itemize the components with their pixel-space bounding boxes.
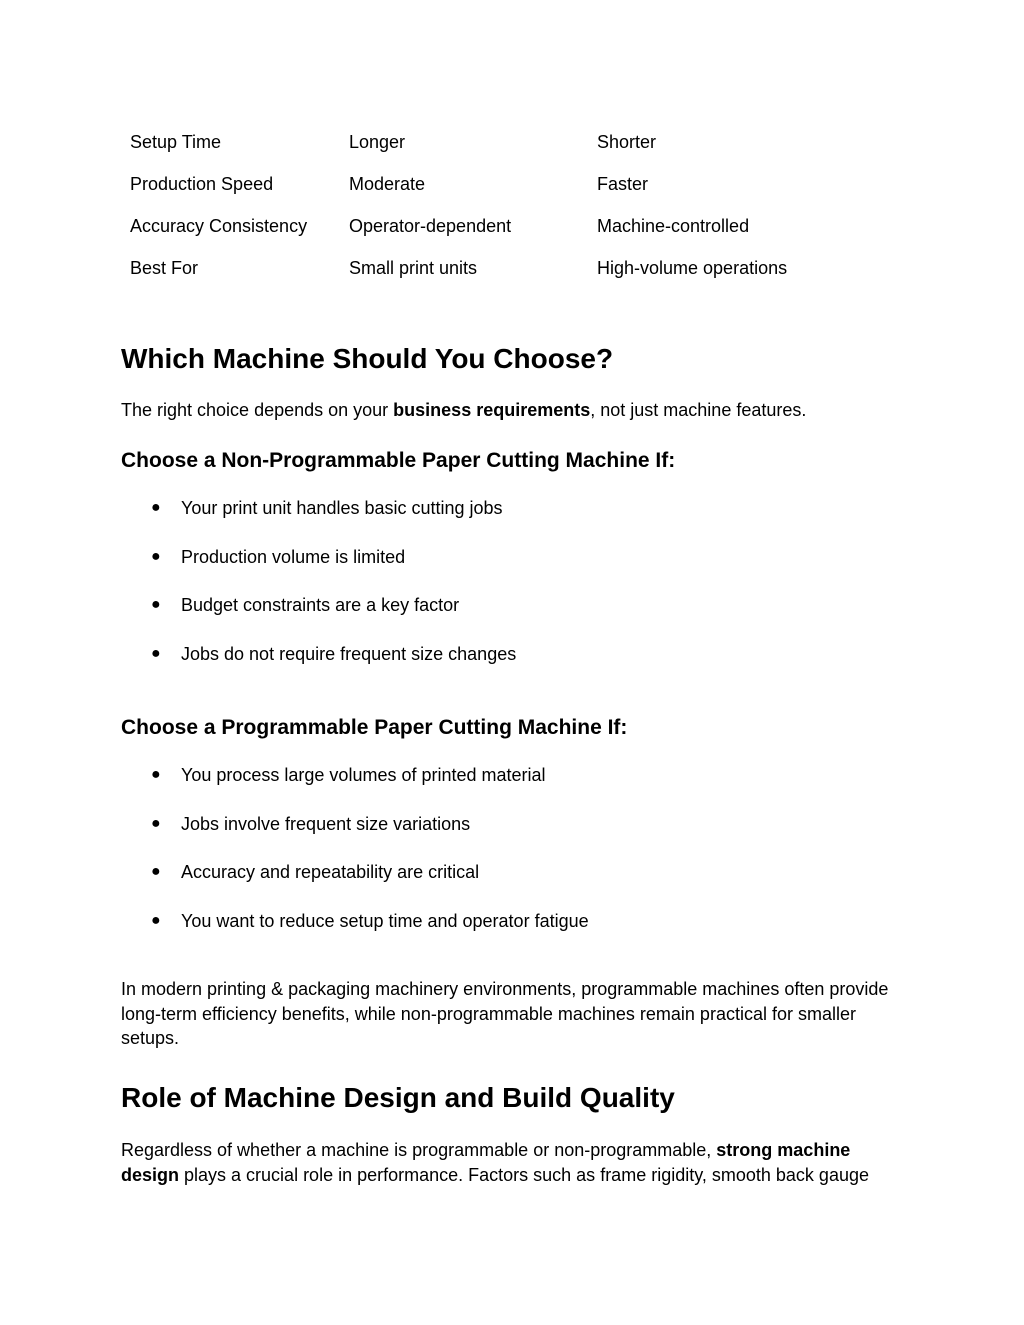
bullet-icon: ● bbox=[151, 814, 161, 832]
table-row bbox=[121, 163, 857, 205]
intro-text: The right choice depends on your bbox=[121, 400, 394, 420]
table-cell: Shorter bbox=[597, 131, 657, 152]
bullet-icon: ● bbox=[151, 645, 161, 663]
intro-text-end: , not just machine features. bbox=[590, 400, 807, 420]
table-cell: Operator-dependent bbox=[349, 215, 512, 236]
table-cell: Machine-controlled bbox=[597, 215, 750, 236]
heading-non-programmable: Choose a Non-Programmable Paper Cutting Machine If: bbox=[121, 449, 676, 472]
table-cell: Faster bbox=[597, 173, 649, 194]
table-row bbox=[121, 205, 857, 247]
list-item-text: Budget constraints are a key factor bbox=[181, 595, 460, 616]
heading-programmable: Choose a Programmable Paper Cutting Machine If: bbox=[121, 716, 628, 739]
table-cell: Setup Time bbox=[130, 131, 222, 152]
table-cell: Accuracy Consistency bbox=[130, 215, 308, 236]
heading-which-machine: Which Machine Should You Choose? bbox=[121, 343, 614, 374]
bullet-icon: ● bbox=[151, 766, 161, 783]
bullet-icon: ● bbox=[151, 596, 161, 614]
list-item-text: Production volume is limited bbox=[181, 546, 406, 567]
list-item-text: Jobs do not require frequent size changes bbox=[181, 644, 517, 665]
list-item-text: You process large volumes of printed material bbox=[181, 765, 546, 785]
list-item-text: Accuracy and repeatability are critical bbox=[181, 862, 480, 883]
design-paragraph bbox=[121, 1138, 901, 1187]
bullet-icon: ● bbox=[151, 547, 161, 565]
table-row bbox=[121, 121, 857, 163]
bullet-icon: ● bbox=[151, 912, 161, 930]
design-bold: strong machine design bbox=[121, 1140, 851, 1185]
conclusion-paragraph: In modern printing & packaging machinery environments, programmable machines often provide long-term efficiency benefits, while non-programmable machines remain practical for smaller setups. bbox=[121, 979, 889, 1048]
design-text-end: plays a crucial role in performance. Factors such as frame rigidity, smooth back gauge bbox=[179, 1164, 869, 1185]
bullet-icon: ● bbox=[151, 863, 161, 881]
list-item-text: Jobs involve frequent size variations bbox=[181, 813, 471, 834]
table-cell: Small print units bbox=[349, 257, 478, 278]
table-cell: Production Speed bbox=[130, 173, 274, 194]
table-cell: Moderate bbox=[349, 173, 426, 194]
intro-paragraph bbox=[121, 398, 901, 423]
table-cell: Best For bbox=[130, 257, 199, 278]
table-cell: High-volume operations bbox=[597, 257, 788, 278]
design-text: Regardless of whether a machine is programmable or non-programmable, bbox=[121, 1140, 717, 1160]
list-item-text: Your print unit handles basic cutting jobs bbox=[181, 498, 503, 518]
comparison-table bbox=[121, 121, 857, 289]
bullet-icon: ● bbox=[151, 499, 161, 516]
heading-design-quality: Role of Machine Design and Build Quality bbox=[121, 1082, 675, 1113]
intro-bold: business requirements bbox=[393, 400, 591, 420]
table-cell: Longer bbox=[349, 131, 406, 152]
table-row bbox=[121, 247, 857, 289]
list-item-text: You want to reduce setup time and operator fatigue bbox=[181, 911, 589, 932]
